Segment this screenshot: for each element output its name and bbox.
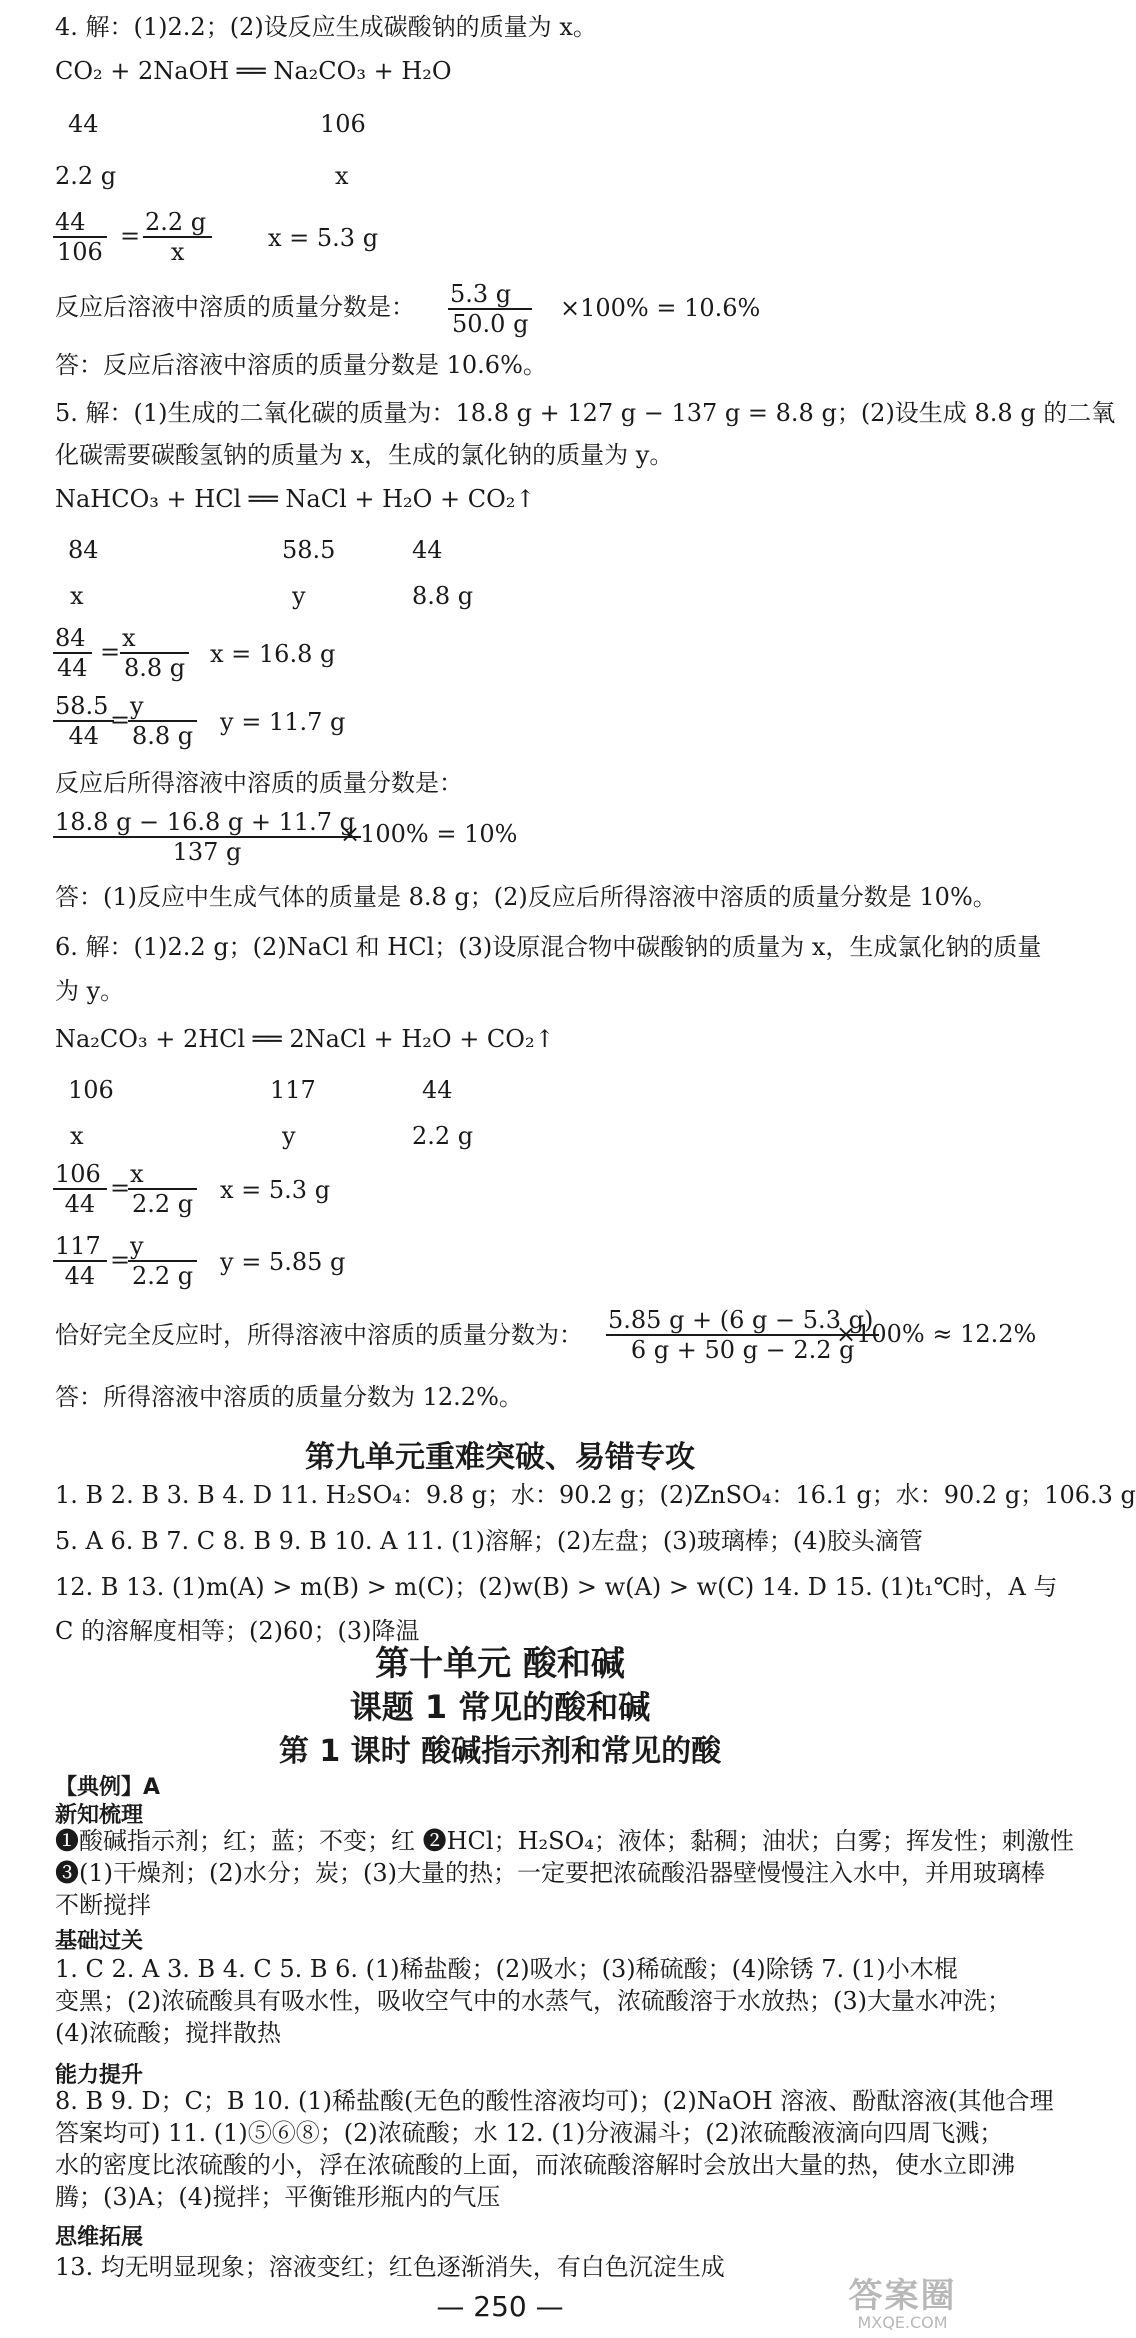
p4-fraction-a: $\frac{44}{106}$ <box>55 208 105 266</box>
section-heading-new-knowledge: 新知梳理 <box>55 1803 144 1828</box>
ability-line-2: 答案均可) 11. (1)⑤⑥⑧；(2)浓硫酸；水 12. (1)分液漏斗；(2)浓硫酸液滴向四周飞溅； <box>55 2119 1004 2147</box>
p4-line-1: 4. 解：(1)2.2；(2)设反应生成碳酸钠的质量为 x。 <box>55 13 597 41</box>
p6-equation: Na₂CO₃ + 2HCl ══ 2NaCl + H₂O + CO₂↑ <box>55 1025 555 1053</box>
p6-var-1: x <box>70 1122 84 1150</box>
p4-mass-fraction-prefix: 反应后溶液中溶质的质量分数是： <box>55 293 415 321</box>
p5-big-fraction: $\frac{18.8 g - 16.8 g + 11.7 g}{137 g}$ <box>55 808 359 866</box>
unit10-title: 第十单元 酸和碱 <box>375 1644 625 1684</box>
p5-var-2: y <box>292 582 306 610</box>
p4-var-2: x <box>335 162 349 190</box>
p5-line-3: 反应后所得溶液中溶质的质量分数是： <box>55 769 463 797</box>
p5-ratio-2-left: $\frac{58.5}{44}$ <box>55 692 112 750</box>
lesson-title: 第 1 课时 酸碱指示剂和常见的酸 <box>278 1734 722 1769</box>
p6-ratio-2-result: y = 5.85 g <box>220 1248 346 1276</box>
p4-var-1: 2.2 g <box>55 162 117 190</box>
page-number: — 250 — <box>436 2290 564 2323</box>
p6-ratio-1-right: $\frac{x}{2.2 g}$ <box>130 1160 195 1218</box>
section-heading-thinking: 思维拓展 <box>55 2225 144 2250</box>
p6-ratio-1-left: $\frac{106}{44}$ <box>55 1160 105 1218</box>
p5-line-2: 化碳需要碳酸氢钠的质量为 x，生成的氯化钠的质量为 y。 <box>55 441 674 469</box>
p6-mass-1: 106 <box>68 1076 114 1104</box>
p4-mass-fraction-suffix: ×100% = 10.6% <box>560 294 761 322</box>
p4-answer: 答：反应后溶液中溶质的质量分数是 10.6%。 <box>55 351 547 379</box>
watermark-sub: MXQE.COM <box>857 2313 948 2332</box>
p5-mass-1: 84 <box>68 536 99 564</box>
p6-mass-2: 117 <box>270 1076 316 1104</box>
watermark-main: 答案圈 <box>848 2276 957 2316</box>
p4-result: x = 5.3 g <box>268 224 379 252</box>
p5-ratio-2-result: y = 11.7 g <box>220 708 346 736</box>
p4-mass-1: 44 <box>68 110 99 138</box>
p5-var-1: x <box>70 582 84 610</box>
p6-ratio-1-result: x = 5.3 g <box>220 1176 331 1204</box>
p4-fraction-b: $\frac{2.2 g}{x}$ <box>145 208 210 266</box>
p6-ratio-2-right: $\frac{y}{2.2 g}$ <box>130 1232 195 1290</box>
p6-mass-fraction-prefix: 恰好完全反应时，所得溶液中溶质的质量分数为： <box>55 1321 583 1349</box>
p6-var-2: y <box>282 1122 296 1150</box>
unit9-line-2: 5. A 6. B 7. C 8. B 9. B 10. A 11. (1)溶解；(2)左盘；(3)玻璃棒；(4)胶头滴管 <box>55 1527 923 1555</box>
p5-var-3: 8.8 g <box>412 582 474 610</box>
ability-line-4: 腾；(3)A；(4)搅拌；平衡锥形瓶内的气压 <box>55 2183 501 2211</box>
example-answer: 【典例】A <box>55 1775 161 1800</box>
new-knowledge-line-2: ❸(1)干燥剂；(2)水分；炭；(3)大量的热；一定要把浓硫酸沿器壁慢慢注入水中，并用玻璃棒 <box>55 1859 1045 1887</box>
new-knowledge-line-1: ❶酸碱指示剂；红；蓝；不变；红 ❷HCl；H₂SO₄；液体；黏稠；油状；白雾；挥发性；刺激性 <box>55 1827 1074 1855</box>
basic-line-3: (4)浓硫酸；搅拌散热 <box>55 2019 281 2047</box>
p4-mass-2: 106 <box>320 110 366 138</box>
p5-ratio-1-left: $\frac{84}{44}$ <box>55 624 90 682</box>
p5-ratio-2-right: $\frac{y}{8.8 g}$ <box>130 692 195 750</box>
basic-line-2: 变黑；(2)浓硫酸具有吸水性，吸收空气中的水蒸气，浓硫酸溶于水放热；(3)大量水冲洗； <box>55 1987 1011 2015</box>
basic-line-1: 1. C 2. A 3. B 4. C 5. B 6. (1)稀盐酸；(2)吸水；(3)稀硫酸；(4)除锈 7. (1)小木棍 <box>55 1955 958 1983</box>
unit9-title: 第九单元重难突破、易错专攻 <box>305 1440 695 1475</box>
new-knowledge-line-3: 不断搅拌 <box>55 1891 151 1919</box>
p4-mass-fraction: $\frac{5.3 g}{50.0 g}$ <box>450 280 530 338</box>
unit9-line-1: 1. B 2. B 3. B 4. D 11. H₂SO₄：9.8 g；水：90.2 g；(2)ZnSO₄：16.1 g；水：90.2 g；106.3 g <box>55 1481 1136 1509</box>
p6-mass-fraction: $\frac{5.85 g + (6 g - 5.3 g)}{6 g + 50 g - 2.2 g}$ <box>608 1306 877 1364</box>
p6-mass-3: 44 <box>422 1076 453 1104</box>
ability-line-1: 8. B 9. D；C；B 10. (1)稀盐酸(无色的酸性溶液均可)；(2)NaOH 溶液、酚酞溶液(其他合理 <box>55 2087 1054 2115</box>
p5-line-1: 5. 解：(1)生成的二氧化碳的质量为：18.8 g + 127 g − 137 g = 8.8 g；(2)设生成 8.8 g 的二氧 <box>55 399 1116 427</box>
unit9-line-4: C 的溶解度相等；(2)60；(3)降温 <box>55 1617 420 1645</box>
p5-answer: 答：(1)反应中生成气体的质量是 8.8 g；(2)反应后所得溶液中溶质的质量分数是 10%。 <box>55 883 997 911</box>
watermark-logo <box>815 2268 990 2338</box>
p6-ratio-2-left: $\frac{117}{44}$ <box>55 1232 105 1290</box>
section-heading-basic: 基础过关 <box>55 1929 144 1954</box>
p5-mass-3: 44 <box>412 536 443 564</box>
p6-line-2: 为 y。 <box>55 977 125 1005</box>
p6-line-1: 6. 解：(1)2.2 g；(2)NaCl 和 HCl；(3)设原混合物中碳酸钠的质量为 x，生成氯化钠的质量 <box>55 933 1042 961</box>
p5-big-fraction-suffix: ×100% = 10% <box>340 820 518 848</box>
p5-ratio-1-right: $\frac{x}{8.8 g}$ <box>122 624 187 682</box>
topic-title: 课题 1 常见的酸和碱 <box>349 1688 651 1726</box>
p6-answer: 答：所得溶液中溶质的质量分数为 12.2%。 <box>55 1383 523 1411</box>
unit9-line-3: 12. B 13. (1)m(A) > m(B) > m(C)；(2)w(B) > w(A) > w(C) 14. D 15. (1)t₁℃时，A 与 <box>55 1573 1058 1601</box>
p5-equation: NaHCO₃ + HCl ══ NaCl + H₂O + CO₂↑ <box>55 485 536 513</box>
thinking-line-1: 13. 均无明显现象；溶液变红；红色逐渐消失，有白色沉淀生成 <box>55 2253 725 2281</box>
p4-equation: CO₂ + 2NaOH ══ Na₂CO₃ + H₂O <box>55 57 452 85</box>
p6-var-3: 2.2 g <box>412 1122 474 1150</box>
p5-mass-2: 58.5 <box>282 536 336 564</box>
ability-line-3: 水的密度比浓硫酸的小，浮在浓硫酸的上面，而浓硫酸溶解时会放出大量的热，使水立即沸 <box>55 2151 1015 2179</box>
p5-ratio-1-result: x = 16.8 g <box>210 640 336 668</box>
p6-mass-fraction-suffix: ×100% ≈ 12.2% <box>836 1320 1037 1348</box>
section-heading-ability: 能力提升 <box>55 2063 144 2088</box>
